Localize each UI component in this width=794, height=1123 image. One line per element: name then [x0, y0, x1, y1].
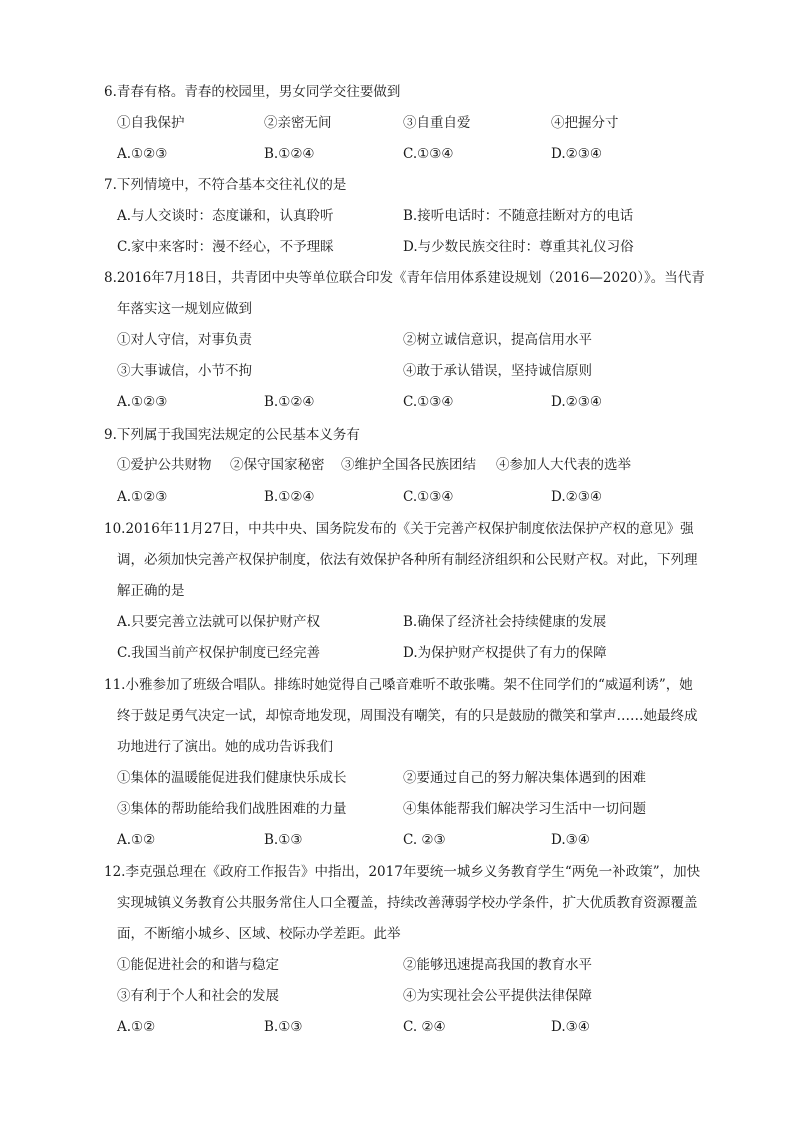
q6-item-3: ③自重自爱: [403, 115, 471, 131]
q12-item-2: ②能够迅速提高我国的教育水平: [403, 957, 592, 973]
q12-stem-line-3: 面，不断缩小城乡、区域、校际办学差距。此举: [117, 926, 401, 942]
q11-choice-b: B.①③: [264, 832, 303, 848]
q8-choice-d: D.②③④: [551, 394, 602, 410]
q8-choice-c: C.①③④: [403, 394, 454, 410]
q9-stem: 9.下列属于我国宪法规定的公民基本义务有: [104, 427, 360, 443]
q10-stem-line-3: 解正确的是: [117, 583, 185, 599]
q11-stem-line-1: 11.小雅参加了班级合唱队。排练时她觉得自己嗓音难听不敢张嘴。架不住同学们的“威逼利诱”，她: [104, 677, 693, 693]
q11-choice-c: C. ②③: [403, 832, 446, 848]
q10-stem-line-2: 调，必须加快完善产权保护制度，依法有效保护各种所有制经济组织和公民财产权。对此，下列理: [117, 552, 698, 568]
q10-stem-line-1: 10.2016年11月27日，中共中央、国务院发布的《关于完善产权保护制度依法保护产权的意见》强: [104, 521, 694, 537]
q11-stem-line-2: 终于鼓足勇气决定一试，却惊奇地发现，周围没有嘲笑，有的只是鼓励的微笑和掌声……她最终成: [117, 708, 698, 724]
q11-item-3: ③集体的帮助能给我们战胜困难的力量: [117, 801, 347, 817]
q12-choice-c: C. ②④: [403, 1019, 446, 1035]
q11-item-2: ②要通过自己的努力解决集体遇到的困难: [403, 770, 646, 786]
q6-stem: 6.青春有格。青春的校园里，男女同学交往要做到: [104, 84, 401, 100]
q12-choice-b: B.①③: [264, 1019, 303, 1035]
q7-choice-b: B.接听电话时：不随意挂断对方的电话: [403, 208, 634, 224]
q12-choice-d: D.③④: [551, 1019, 590, 1035]
q11-stem-line-3: 功地进行了演出。她的成功告诉我们: [117, 739, 333, 755]
q6-item-2: ②亲密无间: [264, 115, 332, 131]
q6-choice-c: C.①③④: [403, 146, 454, 162]
q8-item-4: ④敢于承认错误，坚持诚信原则: [403, 363, 592, 379]
q11-item-4: ④集体能帮我们解决学习生活中一切问题: [403, 801, 646, 817]
q8-choice-b: B.①②④: [264, 394, 315, 410]
q9-item-3: ③维护全国各民族团结: [341, 457, 476, 473]
q10-choice-a: A.只要完善立法就可以保护财产权: [117, 614, 321, 630]
q7-stem: 7.下列情境中，不符合基本交往礼仪的是: [104, 177, 347, 193]
q9-choice-a: A.①②③: [117, 489, 168, 505]
q12-stem-line-2: 实现城镇义务教育公共服务常住人口全覆盖，持续改善薄弱学校办学条件，扩大优质教育资源覆盖: [117, 895, 698, 911]
q6-item-1: ①自我保护: [117, 115, 185, 131]
q10-choice-c: C.我国当前产权保护制度已经完善: [117, 645, 321, 661]
q9-item-1: ①爱护公共财物: [117, 457, 212, 473]
q8-stem-line-1: 8.2016年7月18日，共青团中央等单位联合印发《青年信用体系建设规划（2016—2020）》。当代青: [104, 270, 705, 286]
q7-choice-c: C.家中来客时：漫不经心，不予理睬: [117, 239, 334, 255]
q8-item-3: ③大事诚信，小节不拘: [117, 363, 252, 379]
q12-item-3: ③有利于个人和社会的发展: [117, 988, 279, 1004]
q10-choice-b: B.确保了经济社会持续健康的发展: [403, 614, 607, 630]
q9-item-4: ④参加人大代表的选举: [496, 457, 631, 473]
q8-stem-line-2: 年落实这一规划应做到: [117, 301, 252, 317]
q9-choice-c: C.①③④: [403, 489, 454, 505]
q6-choice-d: D.②③④: [551, 146, 602, 162]
q7-choice-a: A.与人交谈时：态度谦和，认真聆听: [117, 208, 334, 224]
q8-item-2: ②树立诚信意识，提高信用水平: [403, 332, 592, 348]
q11-choice-d: D.③④: [551, 832, 590, 848]
q11-choice-a: A.①②: [117, 832, 156, 848]
q12-choice-a: A.①②: [117, 1019, 156, 1035]
q9-item-2: ②保守国家秘密: [230, 457, 325, 473]
q6-choice-b: B.①②④: [264, 146, 315, 162]
q12-item-4: ④为实现社会公平提供法律保障: [403, 988, 592, 1004]
q12-item-1: ①能促进社会的和谐与稳定: [117, 957, 279, 973]
q8-choice-a: A.①②③: [117, 394, 168, 410]
q6-item-4: ④把握分寸: [551, 115, 619, 131]
q9-choice-d: D.②③④: [551, 489, 602, 505]
q10-choice-d: D.为保护财产权提供了有力的保障: [403, 645, 607, 661]
q6-choice-a: A.①②③: [117, 146, 168, 162]
q9-choice-b: B.①②④: [264, 489, 315, 505]
q7-choice-d: D.与少数民族交往时：尊重其礼仪习俗: [403, 239, 634, 255]
q11-item-1: ①集体的温暖能促进我们健康快乐成长: [117, 770, 347, 786]
q8-item-1: ①对人守信，对事负责: [117, 332, 252, 348]
q12-stem-line-1: 12.李克强总理在《政府工作报告》中指出，2017年要统一城乡义务教育学生“两免一补政策”，加快: [104, 864, 701, 880]
